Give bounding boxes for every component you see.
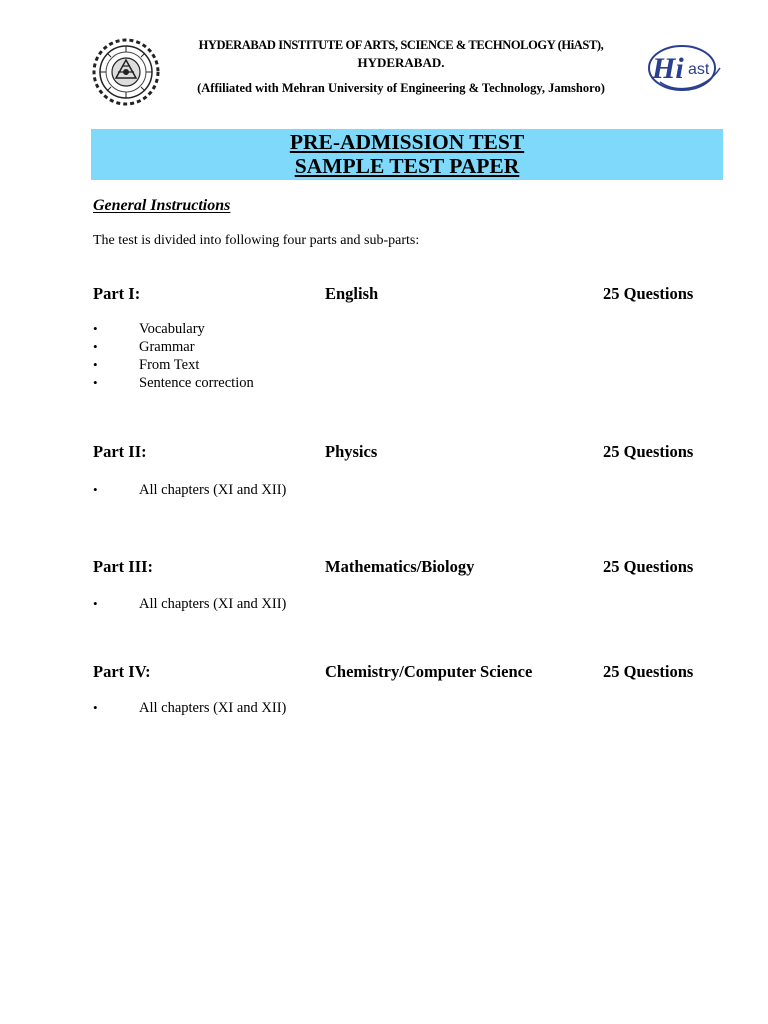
logo-ast-text: ast bbox=[688, 61, 710, 78]
part-question-count: 25 Questions bbox=[603, 557, 694, 576]
part-question-count: 25 Questions bbox=[603, 284, 694, 303]
bullet-icon: • bbox=[93, 357, 98, 372]
part-label: Part IV: bbox=[93, 662, 151, 681]
part-question-count: 25 Questions bbox=[603, 442, 694, 461]
bullet-icon: • bbox=[93, 375, 98, 390]
part-subject: Mathematics/Biology bbox=[325, 557, 475, 576]
topic-text: All chapters (XI and XII) bbox=[139, 482, 287, 498]
bullet-icon: • bbox=[93, 596, 98, 611]
part-row bbox=[0, 557, 768, 579]
part-subject: Physics bbox=[325, 442, 378, 461]
bullet-icon: • bbox=[93, 700, 98, 715]
part-row bbox=[0, 662, 768, 684]
instructions-heading: General Instructions bbox=[93, 197, 231, 214]
title-band bbox=[91, 129, 723, 180]
topic-text: From Text bbox=[139, 357, 200, 373]
instructions-intro: The test is divided into following four parts and sub-parts: bbox=[93, 233, 420, 248]
part-row bbox=[0, 284, 768, 306]
part-row bbox=[0, 442, 768, 464]
part-label: Part I: bbox=[93, 284, 141, 303]
part-subject: Chemistry/Computer Science bbox=[325, 662, 533, 681]
part-label: Part III: bbox=[93, 557, 154, 576]
bullet-icon: • bbox=[93, 321, 98, 336]
topic-text: Vocabulary bbox=[139, 321, 205, 337]
topic-text: Sentence correction bbox=[139, 375, 254, 391]
institute-seal-icon bbox=[92, 38, 160, 106]
affiliation-text: (Affiliated with Mehran University of Engineering & Technology, Jamshoro) bbox=[197, 81, 605, 95]
topic-text: All chapters (XI and XII) bbox=[139, 596, 287, 612]
page-subtitle: SAMPLE TEST PAPER bbox=[294, 154, 520, 178]
page-title: PRE-ADMISSION TEST bbox=[289, 130, 525, 154]
part-question-count: 25 Questions bbox=[603, 662, 694, 681]
logo-hi-text: Hi bbox=[652, 52, 684, 85]
institute-name: HYDERABAD INSTITUTE OF ARTS, SCIENCE & TECHNOLOGY (HiAST), bbox=[198, 38, 604, 52]
bullet-icon: • bbox=[93, 482, 98, 497]
hiast-logo bbox=[646, 38, 724, 94]
part-subject: English bbox=[325, 284, 379, 303]
topic-text: All chapters (XI and XII) bbox=[139, 700, 287, 716]
bullet-icon: • bbox=[93, 339, 98, 354]
part-label: Part II: bbox=[93, 442, 147, 461]
institute-city: HYDERABAD. bbox=[357, 55, 445, 70]
topic-text: Grammar bbox=[139, 339, 195, 355]
